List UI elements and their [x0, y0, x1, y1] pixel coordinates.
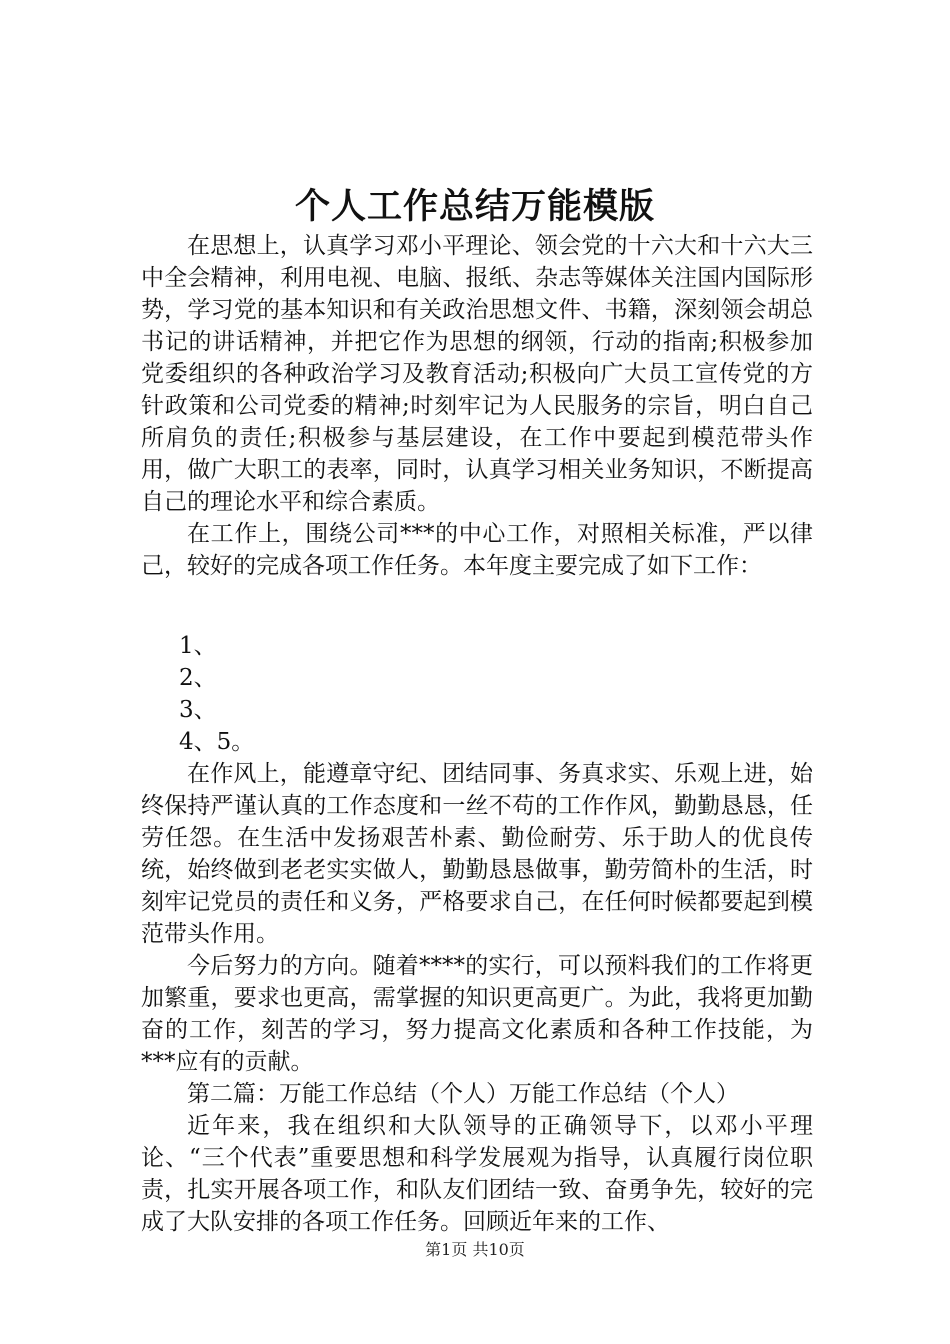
paragraph-future: 今后努力的方向。随着****的实行，可以预料我们的工作将更加繁重，要求也更高，需掌握的知识更高更广。为此，我将更加勤奋的工作，刻苦的学习，努力提高文化素质和各种工作技能，为***应有的贡献。	[141, 953, 813, 1075]
list-item: 3、	[179, 697, 217, 723]
section-heading: 第二篇：万能工作总结（个人）万能工作总结（个人）	[187, 1081, 739, 1107]
list-item: 1、	[179, 633, 217, 659]
work-item-list	[141, 630, 813, 758]
document-body	[141, 230, 813, 1238]
list-item: 4、5。	[179, 729, 255, 755]
paragraph-thought: 在思想上，认真学习邓小平理论、领会党的十六大和十六大三中全会精神，利用电视、电脑、报纸、杂志等媒体关注国内国际形势，学习党的基本知识和有关政治思想文件、书籍，深刻领会胡总书记的讲话精神，并把它作为思想的纲领，行动的指南;积极参加党委组织的各种政治学习及教育活动;积极向广大员工宣传党的方针政策和公司党委的精神;时刻牢记为人民服务的宗旨，明白自己所肩负的责任;积极参与基层建设，在工作中要起到模范带头作用，做广大职工的表率，同时，认真学习相关业务知识，不断提高自己的理论水平和综合素质。	[141, 233, 813, 515]
list-item: 2、	[179, 665, 217, 691]
paragraph-recent: 近年来，我在组织和大队领导的正确领导下，以邓小平理论、“三个代表”重要思想和科学发展观为指导，认真履行岗位职责，扎实开展各项工作，和队友们团结一致、奋勇争先，较好的完成了大队安排的各项工作任务。回顾近年来的工作、	[141, 1113, 813, 1235]
paragraph-style: 在作风上，能遵章守纪、团结同事、务真求实、乐观上进，始终保持严谨认真的工作态度和一丝不苟的工作作风，勤勤恳恳，任劳任怨。在生活中发扬艰苦朴素、勤俭耐劳、乐于助人的优良传统，始终做到老老实实做人，勤勤恳恳做事，勤劳简朴的生活，时刻牢记党员的责任和义务，严格要求自己，在任何时候都要起到模范带头作用。	[141, 761, 813, 947]
paragraph-work: 在工作上，围绕公司***的中心工作，对照相关标准，严以律己，较好的完成各项工作任务。本年度主要完成了如下工作：	[141, 521, 813, 579]
page-footer: 第1页 共10页	[425, 1240, 525, 1259]
document-title: 个人工作总结万能模版	[294, 186, 655, 227]
